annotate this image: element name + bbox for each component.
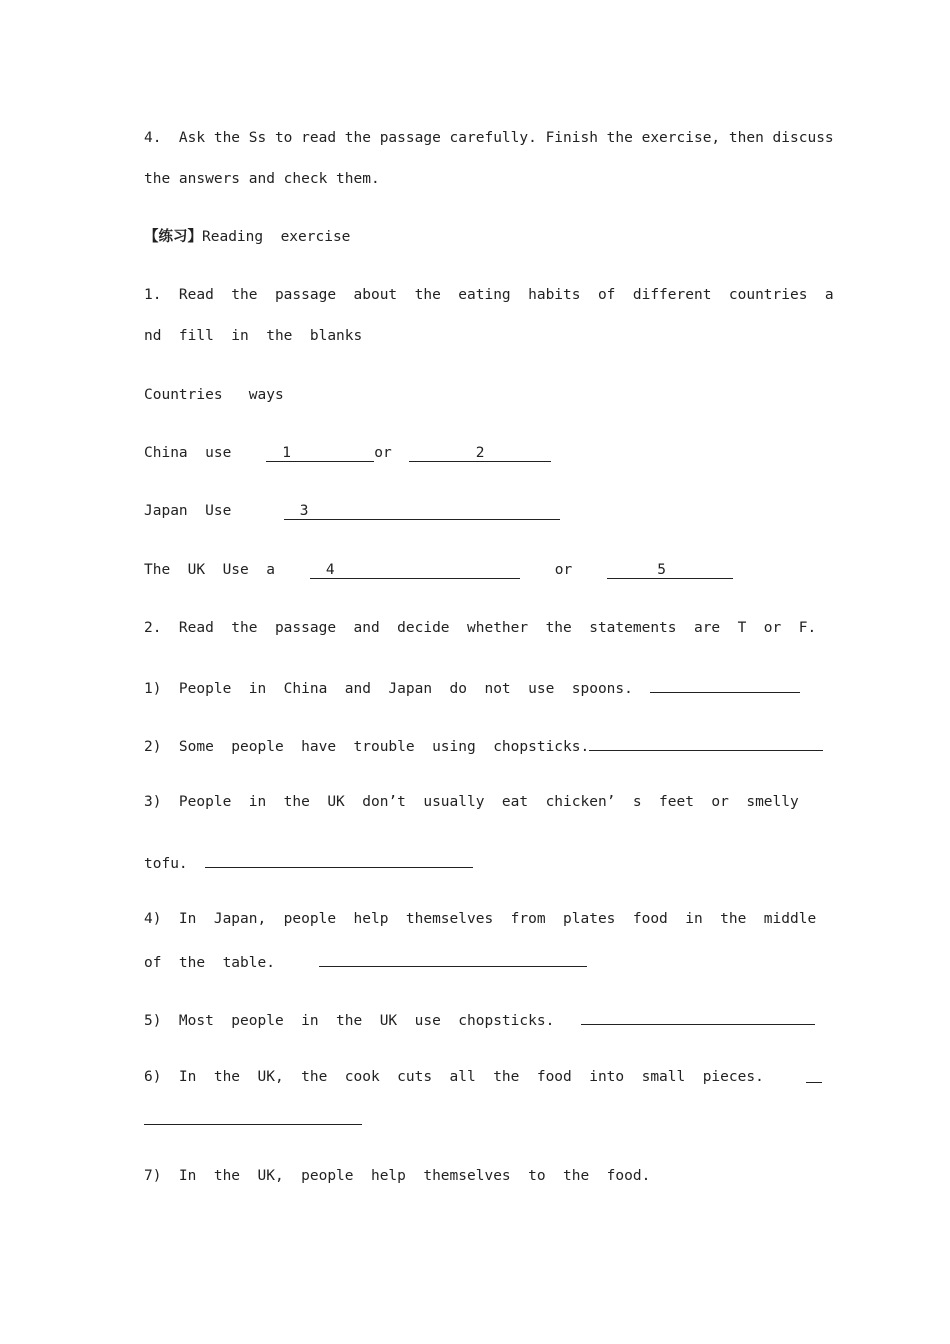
statement-2-text: 2) Some people have trouble using chopsticks. (144, 739, 590, 755)
statement-7: 7) In the UK, people help themselves to the food. (144, 1168, 651, 1184)
answer-blank-6[interactable] (144, 1124, 362, 1125)
statement-2 (144, 734, 823, 757)
answer-blank-2[interactable] (589, 734, 823, 751)
uk-label: The UK Use a (144, 562, 275, 578)
table-row-japan (144, 501, 560, 521)
statement-1 (144, 676, 800, 699)
statement-3-line2 (144, 851, 473, 874)
blank-5[interactable] (607, 562, 733, 579)
statement-4-line2 (144, 950, 587, 973)
step4-line1: 4. Ask the Ss to read the passage carefully. Finish the exercise, then discuss (144, 130, 834, 146)
statement-4-text: of the table. (144, 955, 275, 971)
q1-line2: nd fill in the blanks (144, 328, 363, 344)
statement-5 (144, 1008, 815, 1031)
china-label: China use (144, 445, 232, 461)
exercise-title: Reading exercise (202, 229, 351, 245)
statement-1-text: 1) People in China and Japan do not use spoons. (144, 681, 633, 697)
q2-instruction: 2. Read the passage and decide whether the statements are T or F. (144, 620, 817, 636)
statement-3-line1: 3) People in the UK don’t usually eat chicken’ s feet or smelly (144, 794, 799, 810)
blank-2[interactable] (409, 445, 551, 462)
answer-blank-4[interactable] (319, 950, 587, 967)
blank-4[interactable] (310, 562, 520, 579)
blank-3[interactable] (284, 503, 560, 520)
uk-or: or (554, 562, 573, 578)
step4-line2: the answers and check them. (144, 171, 380, 187)
answer-blank-1[interactable] (650, 676, 800, 693)
blank-1[interactable] (266, 445, 374, 462)
statement-4-line1: 4) In Japan, people help themselves from plates food in the middle (144, 911, 817, 927)
statement-3-text: tofu. (144, 856, 188, 872)
statement-5-text: 5) Most people in the UK use chopsticks. (144, 1013, 555, 1029)
blank-2-number: 2 (475, 445, 485, 461)
table-row-uk (144, 560, 733, 580)
exercise-heading (144, 227, 350, 247)
q1-line1: 1. Read the passage about the eating habits of different countries a (144, 287, 834, 303)
china-or: or (374, 445, 392, 461)
blank-1-number: 1 (282, 445, 291, 461)
table-row-china (144, 443, 551, 463)
answer-blank-5[interactable] (581, 1008, 815, 1025)
table-header: Countries ways (144, 387, 284, 403)
blank-4-number: 4 (325, 562, 335, 578)
japan-label: Japan Use (144, 503, 232, 519)
statement-6: 6) In the UK, the cook cuts all the food into small pieces. (144, 1069, 764, 1085)
exercise-bracket-label: 【练习】 (144, 229, 202, 245)
answer-blank-6-start[interactable] (806, 1082, 822, 1083)
blank-3-number: 3 (299, 503, 309, 519)
blank-5-number: 5 (657, 562, 666, 578)
answer-blank-3[interactable] (205, 851, 473, 868)
